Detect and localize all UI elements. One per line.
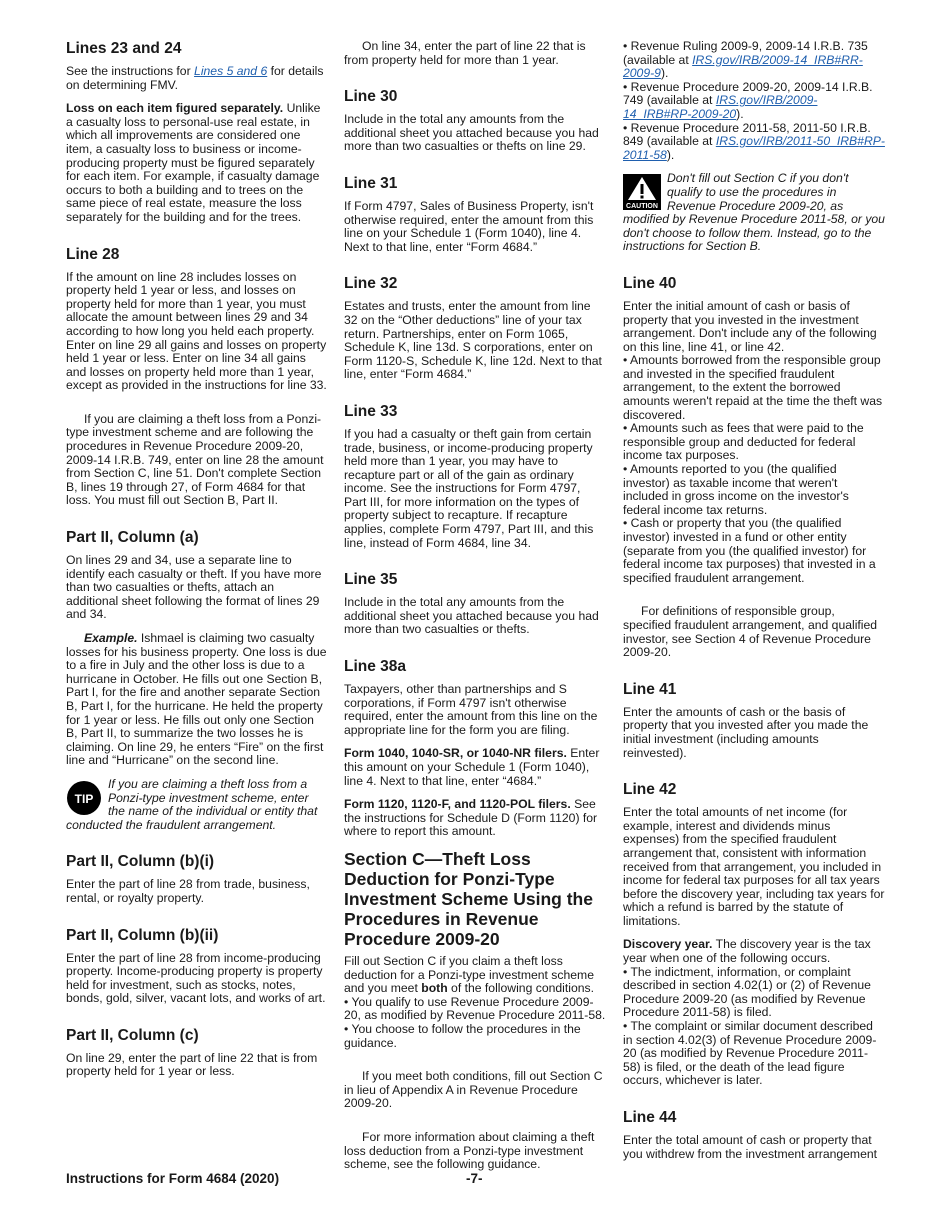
heading-part2-col-c: Part II, Column (c) xyxy=(66,1026,199,1044)
heading-line-35: Line 35 xyxy=(344,571,398,589)
heading-line-33: Line 33 xyxy=(344,402,398,420)
section-c-both: both xyxy=(421,981,448,996)
lines-23-24-text xyxy=(66,65,328,92)
loss-separately-paragraph xyxy=(66,102,328,224)
discovery-year-text: The discovery year is the tax year when one of the following occurs. xyxy=(623,937,871,966)
form-1040-text: Enter this amount on your Schedule 1 (Form 1040), line 4. Next to that line, enter “4684.” xyxy=(344,746,600,788)
heading-line-40: Line 40 xyxy=(623,274,677,292)
discovery-year-paragraph xyxy=(623,938,885,965)
caution-note xyxy=(623,172,885,254)
example-text: Ishmael is claiming two casualty losses for his business property. One loss is due to a fire in July and the other loss is due to a hurricane in October. He fills out one Section B, Part I, for the fire and another separate Section B, Part I, for the hurricane. He held the property for 1 year or less. He fills out only one Section B, Part II, to summarize the two losses he is claiming. On line 29, he enters “Fire” on the first line and “Hurricane” on the second line. xyxy=(66,631,327,768)
section-c-bullet-1: • You qualify to use Revenue Procedure 2009-20, as modified by Revenue Procedure 2011-58. xyxy=(344,996,606,1023)
revenue-procedure-2011-58 xyxy=(623,122,885,163)
line-40-paragraph-2: For definitions of responsible group, specified fraudulent arrangement, and qualified investor, see Section 4 of Revenue Procedure 2009-20. xyxy=(623,604,878,660)
line-40-bullet-1: • Amounts borrowed from the responsible group and invested in the specified fraudulent arrangement, to the extent the borrowed amounts weren't repaid at the time the theft was discovered. xyxy=(623,354,885,422)
line-40-bullet-4: • Cash or property that you (the qualified investor) invested in a fund or other entity (separate from you (the qualified investor) for federal income tax purposes) that invested in a specified fraudulent arrangement. xyxy=(623,517,885,585)
heading-line-44: Line 44 xyxy=(623,1109,677,1126)
section-c-paragraph-3: For more information about claiming a theft loss deduction from a Ponzi-type investment scheme, see the following guidance. xyxy=(344,1129,595,1172)
column-1 xyxy=(66,40,328,1079)
heading-line-32: Line 32 xyxy=(344,275,398,293)
heading-part2-col-a: Part II, Column (a) xyxy=(66,529,199,547)
part2-col-bi-paragraph: Enter the part of line 28 from trade, business, rental, or royalty property. xyxy=(66,877,310,905)
rp-2009-20-post: ). xyxy=(736,106,744,121)
tip-icon xyxy=(66,780,102,816)
line-32-paragraph: Estates and trusts, enter the amount from line 32 on the “Other deductions” line of your tax return. Partnerships, enter on Form 1065, Schedule K, line 13d. S corporations, enter on Form 1120-S, Schedule K, line 12d. Next to that line, enter “Form 4684.” xyxy=(344,299,602,382)
page-number: -7- xyxy=(466,1171,483,1186)
part2-col-c-paragraph: On line 29, enter the part of line 22 that is from property held for 1 year or less. xyxy=(66,1050,318,1079)
lines-23-24-post: for details on determining FMV. xyxy=(66,64,324,92)
rr-2009-9-post: ). xyxy=(660,66,669,81)
line-28-paragraph-2: If you are claiming a theft loss from a Ponzi-type investment scheme and are following the procedures in Revenue Procedure 2009-20, 2009-14 I.R.B. 749, enter on line 28 the amount from Section C, line 51. Don't complete Section B, lines 19 through 27, of Form 4684 for that loss. You must fill out Section B, Part II. xyxy=(66,411,324,508)
form-1040-paragraph xyxy=(344,747,606,788)
heading-line-31: Line 31 xyxy=(344,174,398,192)
line-35-paragraph: Include in the total any amounts from the additional sheet you attached because you had more than two casualties or thefts. xyxy=(344,595,599,637)
tip-text: If you are claiming a theft loss from a Ponzi-type investment scheme, enter the name of the individual or entity that conducted the fraudulent arrangement. xyxy=(66,776,318,832)
line-33-paragraph: If you had a casualty or theft gain from certain trade, business, or income-producing property held more than 1 year, you may have to recapture part or all of the gain as ordinary income. See the instructions for Form 4797, Part III, for more information on the types of property subject to recapture. If recapture applies, complete Form 4797, Part III, and this line, instead of Form 4684, line 34. xyxy=(344,426,594,550)
discovery-year-bullet-2: • The complaint or similar document described in section 4.02(3) of Revenue Procedure 2009-20 (as modified by Revenue Procedure 2011-58) is filed, or the death of the lead figure occurs, whichever is later. xyxy=(623,1020,885,1088)
lines-23-24-pre: See the instructions for xyxy=(66,64,195,78)
heading-line-41: Line 41 xyxy=(623,680,677,698)
heading-part2-col-bi: Part II, Column (b)(i) xyxy=(66,853,215,871)
section-c-paragraph-2: If you meet both conditions, fill out Section C in lieu of Appendix A in Revenue Procedure 2009-20. xyxy=(344,1069,603,1111)
column-2 xyxy=(344,40,606,1172)
loss-separately-text: Unlike a casualty loss to personal-use real estate, in which all improvements are considered one item, a casualty loss to business or income-producing property must be figured separately for each item. For example, if casualty damage occurs to both a building and to trees on the same piece of real estate, measure the loss separately for the building and for the trees. xyxy=(66,101,321,224)
revenue-procedure-2009-20 xyxy=(623,81,885,122)
line-31-paragraph: If Form 4797, Sales of Business Property, isn't otherwise required, enter the amount from this line on your Schedule 1 (Form 1040), line 4. Next to that line, enter “Form 4684.” xyxy=(344,198,594,254)
form-1120-paragraph xyxy=(344,798,606,839)
loss-separately-lead: Loss on each item figured separately. xyxy=(66,101,284,116)
rp-2009-20-text: Revenue Procedure 2009-20, 2009-14 I.R.B. 749 (available at xyxy=(623,79,873,108)
heading-section-c: Section C—Theft Loss Deduction for Ponzi-Type Investment Scheme Using the Procedures in Revenue Procedure 2009-20 xyxy=(344,848,593,949)
line-40-bullet-3: • Amounts reported to you (the qualified investor) as taxable income that weren't included in gross income on the investor's federal income tax returns. xyxy=(623,463,885,517)
line-41-paragraph: Enter the amounts of cash or the basis of property that you invested after you made the initial investment (including amounts reinvested). xyxy=(623,704,869,760)
line-44-paragraph: Enter the total amount of cash or property that you withdrew from the investment arrangement xyxy=(623,1133,878,1161)
rr-2009-9-text: Revenue Ruling 2009-9, 2009-14 I.R.B. 735 (available at xyxy=(623,39,868,67)
rp-2009-20-link[interactable]: IRS.gov/IRB/2009-14_IRB#RP-2009-20 xyxy=(623,93,818,121)
lines-5-6-link[interactable]: Lines 5 and 6 xyxy=(194,64,268,78)
section-c-paragraph-1 xyxy=(344,955,606,996)
form-1120-lead: Form 1120, 1120-F, and 1120-POL filers. xyxy=(344,797,571,812)
column-3 xyxy=(623,40,885,1161)
heading-lines-23-24: Lines 23 and 24 xyxy=(66,40,182,57)
rp-2011-58-link[interactable]: IRS.gov/IRB/2011-50_IRB#RP-2011-58 xyxy=(623,134,885,162)
section-c-bullet-2: • You choose to follow the procedures in the guidance. xyxy=(344,1023,606,1050)
part2-col-bii-paragraph: Enter the part of line 28 from income-producing property. Income-producing property is property held for investment, such as stocks, notes, bonds, gold, silver, vacant lots, and works of art. xyxy=(66,950,326,1006)
form-1120-text: See the instructions for Schedule D (Form 1120) for where to report this amount. xyxy=(344,797,598,839)
discovery-year-lead: Discovery year. xyxy=(623,937,713,952)
revenue-ruling-2009-9 xyxy=(623,40,885,81)
tip-label: TIP xyxy=(74,791,94,806)
line-34-paragraph: On line 34, enter the part of line 22 that is from property held for more than 1 year. xyxy=(344,39,586,67)
heading-line-38a: Line 38a xyxy=(344,658,407,676)
caution-icon xyxy=(623,174,661,210)
caution-label: CAUTION xyxy=(626,203,658,211)
line-30-paragraph: Include in the total any amounts from the additional sheet you attached because you had more than two casualties or thefts on line 29. xyxy=(344,112,599,154)
caution-text: Don't fill out Section C if you don't qualify to use the procedures in Revenue Procedure 2009-20, as modified by Revenue Procedure 2011-58, or you don't choose to follow them. Instead, go to the instructions for Section B. xyxy=(623,171,885,254)
section-c-p1c: of the following conditions. xyxy=(447,981,594,996)
line-40-bullet-2: • Amounts such as fees that were paid to the responsible group and deducted for federal income tax purposes. xyxy=(623,422,885,463)
rp-2011-58-post: ). xyxy=(666,147,675,162)
rp-2011-58-text: Revenue Procedure 2011-58, 2011-50 I.R.B. 849 (available at xyxy=(623,120,871,149)
heading-line-28: Line 28 xyxy=(66,245,120,263)
section-c-p1a: Fill out Section C if you claim a theft loss deduction for a Ponzi-type investment scheme and you meet xyxy=(344,953,594,996)
part2-col-a-paragraph: On lines 29 and 34, use a separate line to identify each casualty or theft. If you have more than two casualties or thefts, attach an additional sheet following the format of lines 29 and 34. xyxy=(66,553,322,622)
line-38a-paragraph: Taxpayers, other than partnerships and S corporations, if Form 4797 isn't otherwise required, enter the amount from this line on the appropriate line for the form you are filing. xyxy=(344,682,598,737)
line-42-paragraph: Enter the total amounts of net income (for example, interest and dividends minus expenses) from the specified fraudulent arrangement that, consistent with information received from that arrangement, you included in income for federal tax purposes for all tax years before the discovery year, including tax years for which a refund is barred by the statute of limitations. xyxy=(623,805,885,928)
heading-line-42: Line 42 xyxy=(623,781,677,799)
tip-note xyxy=(66,778,328,832)
example-label: Example. xyxy=(84,631,138,645)
example-paragraph xyxy=(66,632,328,768)
line-28-paragraph-1: If the amount on line 28 includes losses on property held 1 year or less, and losses on property held for more than 1 year, you must allocate the amount between lines 29 and 34 according to how long you held each property. Enter on line 29 all gains and losses on property held 1 year or less. Enter on line 34 all gains and losses on property held more than 1 year, except as provided in the instructions for line 33. xyxy=(66,269,327,393)
footer-form-title: Instructions for Form 4684 (2020) xyxy=(66,1171,280,1186)
discovery-year-bullet-1: • The indictment, information, or complaint described in section 4.02(1) or (2) of Revenue Procedure 2009-20 (as modified by Revenue Procedure 2011-58) is filed. xyxy=(623,966,885,1020)
form-1040-lead: Form 1040, 1040-SR, or 1040-NR filers. xyxy=(344,746,567,761)
rr-2009-9-link[interactable]: IRS.gov/IRB/2009-14_IRB#RR-2009-9 xyxy=(623,52,863,81)
heading-part2-col-bii: Part II, Column (b)(ii) xyxy=(66,926,219,944)
line-40-paragraph: Enter the initial amount of cash or basis of property that you invested in the investment arrangement. Don't include any of the following on this line, line 41, or line 42. xyxy=(623,298,877,354)
heading-line-30: Line 30 xyxy=(344,88,398,106)
